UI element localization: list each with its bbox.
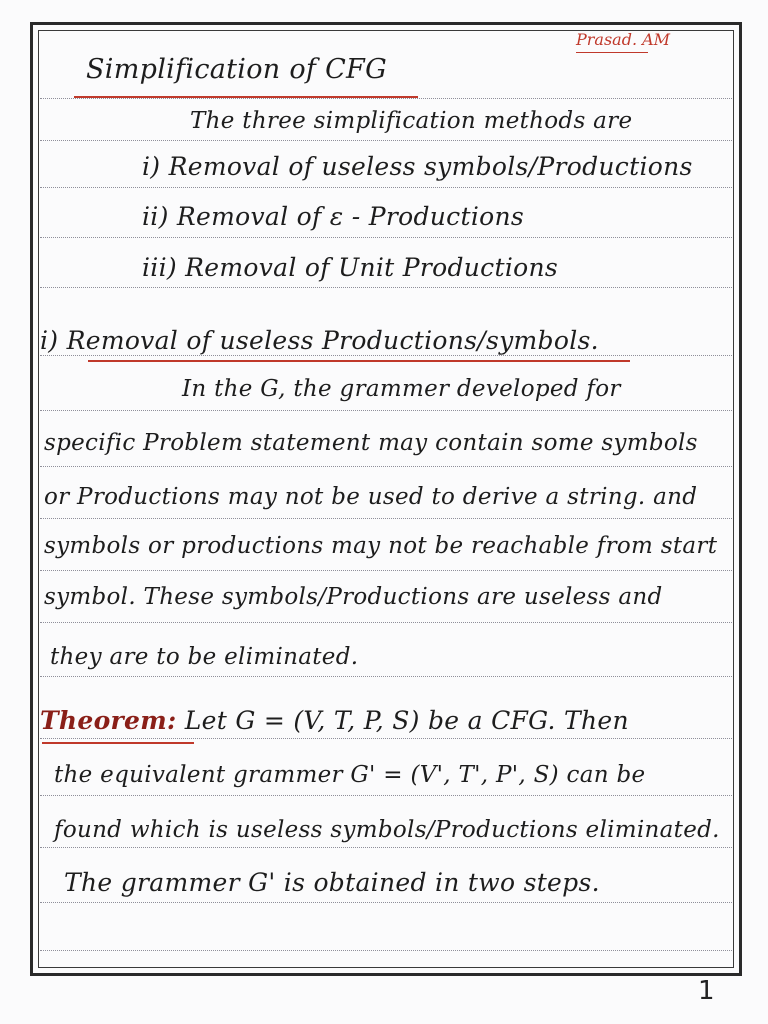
theorem-label: Theorem: — [40, 706, 177, 735]
author-underline — [576, 52, 648, 53]
theorem-line: The grammer G' is obtained in two steps. — [64, 868, 600, 897]
ruled-line — [40, 355, 732, 356]
ruled-line — [40, 518, 732, 519]
ruled-line — [40, 287, 732, 288]
page-number: 1 — [698, 976, 715, 1006]
page-title: Simplification of CFG — [86, 54, 387, 85]
author-signature: Prasad. AM — [576, 30, 671, 49]
method-item: ii) Removal of ε - Productions — [142, 202, 524, 231]
ruled-line — [40, 676, 732, 677]
paragraph-line: or Productions may not be used to derive a string. and — [44, 484, 698, 510]
theorem-line: found which is useless symbols/Productions eliminated. — [54, 817, 720, 843]
ruled-line — [40, 902, 732, 903]
method-item: iii) Removal of Unit Productions — [142, 253, 558, 282]
paragraph-line: specific Problem statement may contain some symbols — [44, 430, 698, 456]
theorem-line: the equivalent grammer G' = (V', T', P', S) can be — [54, 762, 646, 788]
ruled-line — [40, 622, 732, 623]
theorem-statement: Let G = (V, T, P, S) be a CFG. Then — [184, 706, 629, 735]
ruled-line — [40, 466, 732, 467]
ruled-line — [40, 847, 732, 848]
paragraph-line: symbols or productions may not be reachable from start — [44, 533, 718, 559]
section-heading-underline — [88, 360, 630, 362]
ruled-line — [40, 140, 732, 141]
theorem-line — [40, 706, 629, 735]
intro-text: The three simplification methods are — [190, 108, 633, 134]
title-underline — [74, 96, 418, 98]
method-item: i) Removal of useless symbols/Productions — [142, 152, 693, 181]
paragraph-line: In the G, the grammer developed for — [182, 376, 621, 402]
paragraph-line: symbol. These symbols/Productions are useless and — [44, 584, 663, 610]
ruled-line — [40, 98, 732, 99]
ruled-line — [40, 950, 732, 951]
theorem-underline — [42, 742, 194, 744]
ruled-line — [40, 570, 732, 571]
ruled-line — [40, 738, 732, 739]
ruled-line — [40, 795, 732, 796]
ruled-line — [40, 410, 732, 411]
section-heading: i) Removal of useless Productions/symbols. — [40, 326, 599, 355]
paragraph-line: they are to be eliminated. — [50, 644, 359, 670]
ruled-line — [40, 187, 732, 188]
ruled-line — [40, 237, 732, 238]
